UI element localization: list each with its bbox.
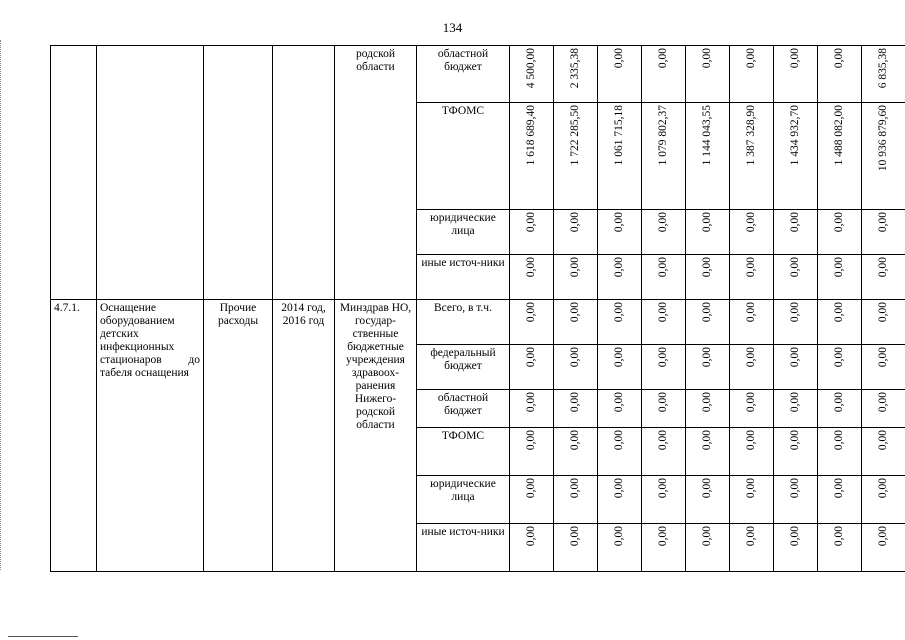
- value-cell: [686, 46, 730, 103]
- value-text: 0,00: [745, 392, 757, 413]
- value-text: 0,00: [657, 430, 669, 451]
- funding-source: ТФОМС: [417, 103, 510, 210]
- value-text: 0,00: [877, 392, 889, 413]
- item-code: 4.7.1.: [51, 300, 97, 572]
- value-text: 0,00: [525, 302, 537, 323]
- value-text: 1 722 285,50: [569, 105, 581, 166]
- value-cell: [818, 210, 862, 255]
- value-cell: [862, 103, 905, 210]
- value-cell: [730, 390, 774, 428]
- item-name: Оснащение оборудованием детских инфекционных стационаров до табеля оснащения: [97, 300, 204, 572]
- value-cell: [818, 255, 862, 300]
- expense-cell-empty: [204, 46, 273, 300]
- value-cell: [774, 390, 818, 428]
- value-text: 0,00: [833, 478, 845, 499]
- value-cell: [818, 524, 862, 572]
- value-cell: [510, 524, 554, 572]
- value-text: 0,00: [613, 430, 625, 451]
- value-cell: [730, 476, 774, 524]
- value-cell: [642, 428, 686, 476]
- value-text: 0,00: [833, 257, 845, 278]
- value-cell: [598, 524, 642, 572]
- value-text: 0,00: [745, 257, 757, 278]
- value-cell: [510, 210, 554, 255]
- value-cell: [554, 103, 598, 210]
- executor-cell: [335, 46, 417, 300]
- value-cell: [642, 255, 686, 300]
- value-cell: [642, 524, 686, 572]
- value-text: 0,00: [657, 48, 669, 69]
- value-cell: [774, 476, 818, 524]
- value-cell: [554, 255, 598, 300]
- value-cell: [642, 390, 686, 428]
- value-cell: [862, 476, 905, 524]
- value-text: 0,00: [569, 478, 581, 499]
- value-cell: [510, 476, 554, 524]
- value-cell: [686, 390, 730, 428]
- value-cell: [686, 300, 730, 345]
- value-cell: [730, 524, 774, 572]
- value-text: 0,00: [701, 392, 713, 413]
- value-cell: [510, 255, 554, 300]
- value-text: 0,00: [877, 212, 889, 233]
- value-text: 0,00: [657, 302, 669, 323]
- value-cell: [686, 524, 730, 572]
- value-cell: [554, 210, 598, 255]
- value-cell: [510, 103, 554, 210]
- value-text: 0,00: [657, 347, 669, 368]
- value-cell: [686, 476, 730, 524]
- value-text: 0,00: [613, 212, 625, 233]
- value-cell: [686, 210, 730, 255]
- value-cell: [510, 428, 554, 476]
- value-cell: [598, 103, 642, 210]
- value-text: 0,00: [701, 526, 713, 547]
- value-cell: [598, 300, 642, 345]
- name-cell-empty: [97, 46, 204, 300]
- value-text: 0,00: [701, 430, 713, 451]
- value-cell: [598, 390, 642, 428]
- value-text: 0,00: [613, 257, 625, 278]
- value-text: 0,00: [789, 392, 801, 413]
- value-text: 0,00: [789, 478, 801, 499]
- value-cell: [554, 345, 598, 390]
- value-text: 0,00: [833, 302, 845, 323]
- value-cell: [510, 46, 554, 103]
- value-text: 0,00: [701, 257, 713, 278]
- value-text: 0,00: [833, 212, 845, 233]
- value-text: 0,00: [569, 257, 581, 278]
- value-text: 0,00: [789, 347, 801, 368]
- value-cell: [598, 428, 642, 476]
- funding-source: иные источ-ники: [417, 524, 510, 572]
- value-cell: [774, 428, 818, 476]
- value-text: 0,00: [877, 430, 889, 451]
- value-cell: [862, 255, 905, 300]
- value-text: 0,00: [789, 48, 801, 69]
- value-cell: [818, 103, 862, 210]
- value-text: 0,00: [833, 526, 845, 547]
- value-text: 0,00: [569, 212, 581, 233]
- value-text: 0,00: [833, 347, 845, 368]
- value-cell: [510, 345, 554, 390]
- value-text: 0,00: [613, 526, 625, 547]
- value-cell: [730, 46, 774, 103]
- value-cell: [686, 345, 730, 390]
- value-cell: [730, 428, 774, 476]
- value-cell: [774, 210, 818, 255]
- table-row: [51, 46, 905, 103]
- value-cell: [774, 524, 818, 572]
- value-cell: [730, 345, 774, 390]
- value-cell: [598, 255, 642, 300]
- value-cell: [818, 345, 862, 390]
- value-text: 0,00: [877, 526, 889, 547]
- value-text: 0,00: [745, 302, 757, 323]
- period-cell-empty: [273, 46, 335, 300]
- executor-text: родской области: [355, 48, 396, 73]
- value-cell: [818, 46, 862, 103]
- value-cell: [686, 428, 730, 476]
- value-text: 0,00: [701, 48, 713, 69]
- funding-source: ТФОМС: [417, 428, 510, 476]
- value-text: 0,00: [569, 347, 581, 368]
- value-text: 0,00: [569, 392, 581, 413]
- value-cell: [598, 210, 642, 255]
- value-text: 0,00: [525, 430, 537, 451]
- value-cell: [862, 210, 905, 255]
- value-cell: [774, 46, 818, 103]
- value-text: 0,00: [833, 48, 845, 69]
- value-text: 0,00: [833, 430, 845, 451]
- value-text: 0,00: [877, 257, 889, 278]
- value-text: 0,00: [613, 302, 625, 323]
- value-cell: [818, 428, 862, 476]
- value-text: 0,00: [877, 478, 889, 499]
- value-cell: [510, 300, 554, 345]
- funding-source: федеральный бюджет: [417, 345, 510, 390]
- funding-source: юридические лица: [417, 210, 510, 255]
- funding-source: юридические лица: [417, 476, 510, 524]
- value-text: 0,00: [745, 347, 757, 368]
- value-cell: [862, 390, 905, 428]
- value-text: 1 488 082,00: [833, 105, 845, 166]
- funding-source: Всего, в т.ч.: [417, 300, 510, 345]
- value-text: 0,00: [789, 212, 801, 233]
- value-cell: [818, 300, 862, 345]
- value-text: 0,00: [613, 478, 625, 499]
- value-text: 0,00: [789, 526, 801, 547]
- value-text: 0,00: [877, 302, 889, 323]
- executor-cell: Минздрав НО, государ-ственные бюджетные учреждения здравоох-ранения Нижего-родской области: [335, 300, 417, 572]
- value-cell: [642, 300, 686, 345]
- value-cell: [730, 300, 774, 345]
- scan-edge-marks: [0, 40, 4, 570]
- value-text: 0,00: [701, 478, 713, 499]
- value-cell: [598, 476, 642, 524]
- value-text: 0,00: [657, 478, 669, 499]
- value-text: 0,00: [745, 212, 757, 233]
- value-text: 1 434 932,70: [789, 105, 801, 166]
- value-text: 2 335,38: [569, 48, 581, 89]
- value-cell: [774, 300, 818, 345]
- value-text: 0,00: [657, 257, 669, 278]
- value-text: 1 144 043,55: [701, 105, 713, 166]
- value-cell: [642, 210, 686, 255]
- value-text: 1 061 715,18: [613, 105, 625, 166]
- value-text: 1 079 802,37: [657, 105, 669, 166]
- value-cell: [642, 345, 686, 390]
- value-cell: [554, 390, 598, 428]
- value-text: 0,00: [701, 212, 713, 233]
- value-cell: [818, 476, 862, 524]
- value-text: 0,00: [569, 526, 581, 547]
- value-text: 0,00: [657, 392, 669, 413]
- value-text: 0,00: [525, 526, 537, 547]
- value-text: 0,00: [701, 302, 713, 323]
- value-text: 0,00: [745, 526, 757, 547]
- value-text: 0,00: [525, 478, 537, 499]
- value-text: 0,00: [569, 430, 581, 451]
- value-text: 0,00: [525, 212, 537, 233]
- scan-bottom-line: [8, 636, 78, 637]
- value-text: 0,00: [613, 48, 625, 69]
- period: 2014 год, 2016 год: [273, 300, 335, 572]
- value-cell: [862, 428, 905, 476]
- value-text: 0,00: [657, 212, 669, 233]
- code-cell-empty: [51, 46, 97, 300]
- value-cell: [862, 345, 905, 390]
- value-text: 0,00: [877, 347, 889, 368]
- value-text: 0,00: [525, 257, 537, 278]
- expense-type: Прочие расходы: [204, 300, 273, 572]
- value-text: 0,00: [613, 347, 625, 368]
- funding-source: областной бюджет: [417, 46, 510, 103]
- value-text: 1 387 328,90: [745, 105, 757, 166]
- value-cell: [862, 524, 905, 572]
- value-cell: [774, 103, 818, 210]
- value-text: 6 835,38: [877, 48, 889, 89]
- value-text: 0,00: [833, 392, 845, 413]
- table-row: [51, 300, 905, 345]
- value-text: 0,00: [569, 302, 581, 323]
- value-cell: [730, 255, 774, 300]
- value-cell: [598, 345, 642, 390]
- value-text: 0,00: [701, 347, 713, 368]
- value-cell: [686, 255, 730, 300]
- value-text: 4 500,00: [525, 48, 537, 89]
- value-cell: [642, 46, 686, 103]
- value-cell: [862, 300, 905, 345]
- value-text: 0,00: [789, 257, 801, 278]
- value-cell: [554, 428, 598, 476]
- value-cell: [554, 524, 598, 572]
- value-cell: [642, 103, 686, 210]
- value-cell: [774, 345, 818, 390]
- value-cell: [730, 210, 774, 255]
- value-cell: [774, 255, 818, 300]
- value-text: 0,00: [657, 526, 669, 547]
- value-text: 1 618 689,40: [525, 105, 537, 166]
- funding-source: областной бюджет: [417, 390, 510, 428]
- value-cell: [862, 46, 905, 103]
- value-cell: [554, 300, 598, 345]
- value-text: 0,00: [525, 347, 537, 368]
- financing-table: [50, 45, 905, 572]
- value-text: 10 936 879,60: [877, 105, 889, 172]
- value-text: 0,00: [789, 302, 801, 323]
- value-cell: [818, 390, 862, 428]
- value-cell: [510, 390, 554, 428]
- value-text: 0,00: [613, 392, 625, 413]
- funding-source: иные источ-ники: [417, 255, 510, 300]
- value-cell: [730, 103, 774, 210]
- value-cell: [642, 476, 686, 524]
- value-text: 0,00: [745, 48, 757, 69]
- value-text: 0,00: [745, 478, 757, 499]
- value-text: 0,00: [745, 430, 757, 451]
- value-cell: [554, 46, 598, 103]
- value-cell: [598, 46, 642, 103]
- value-text: 0,00: [789, 430, 801, 451]
- value-text: 0,00: [525, 392, 537, 413]
- value-cell: [686, 103, 730, 210]
- value-cell: [554, 476, 598, 524]
- page-number: 134: [442, 20, 463, 35]
